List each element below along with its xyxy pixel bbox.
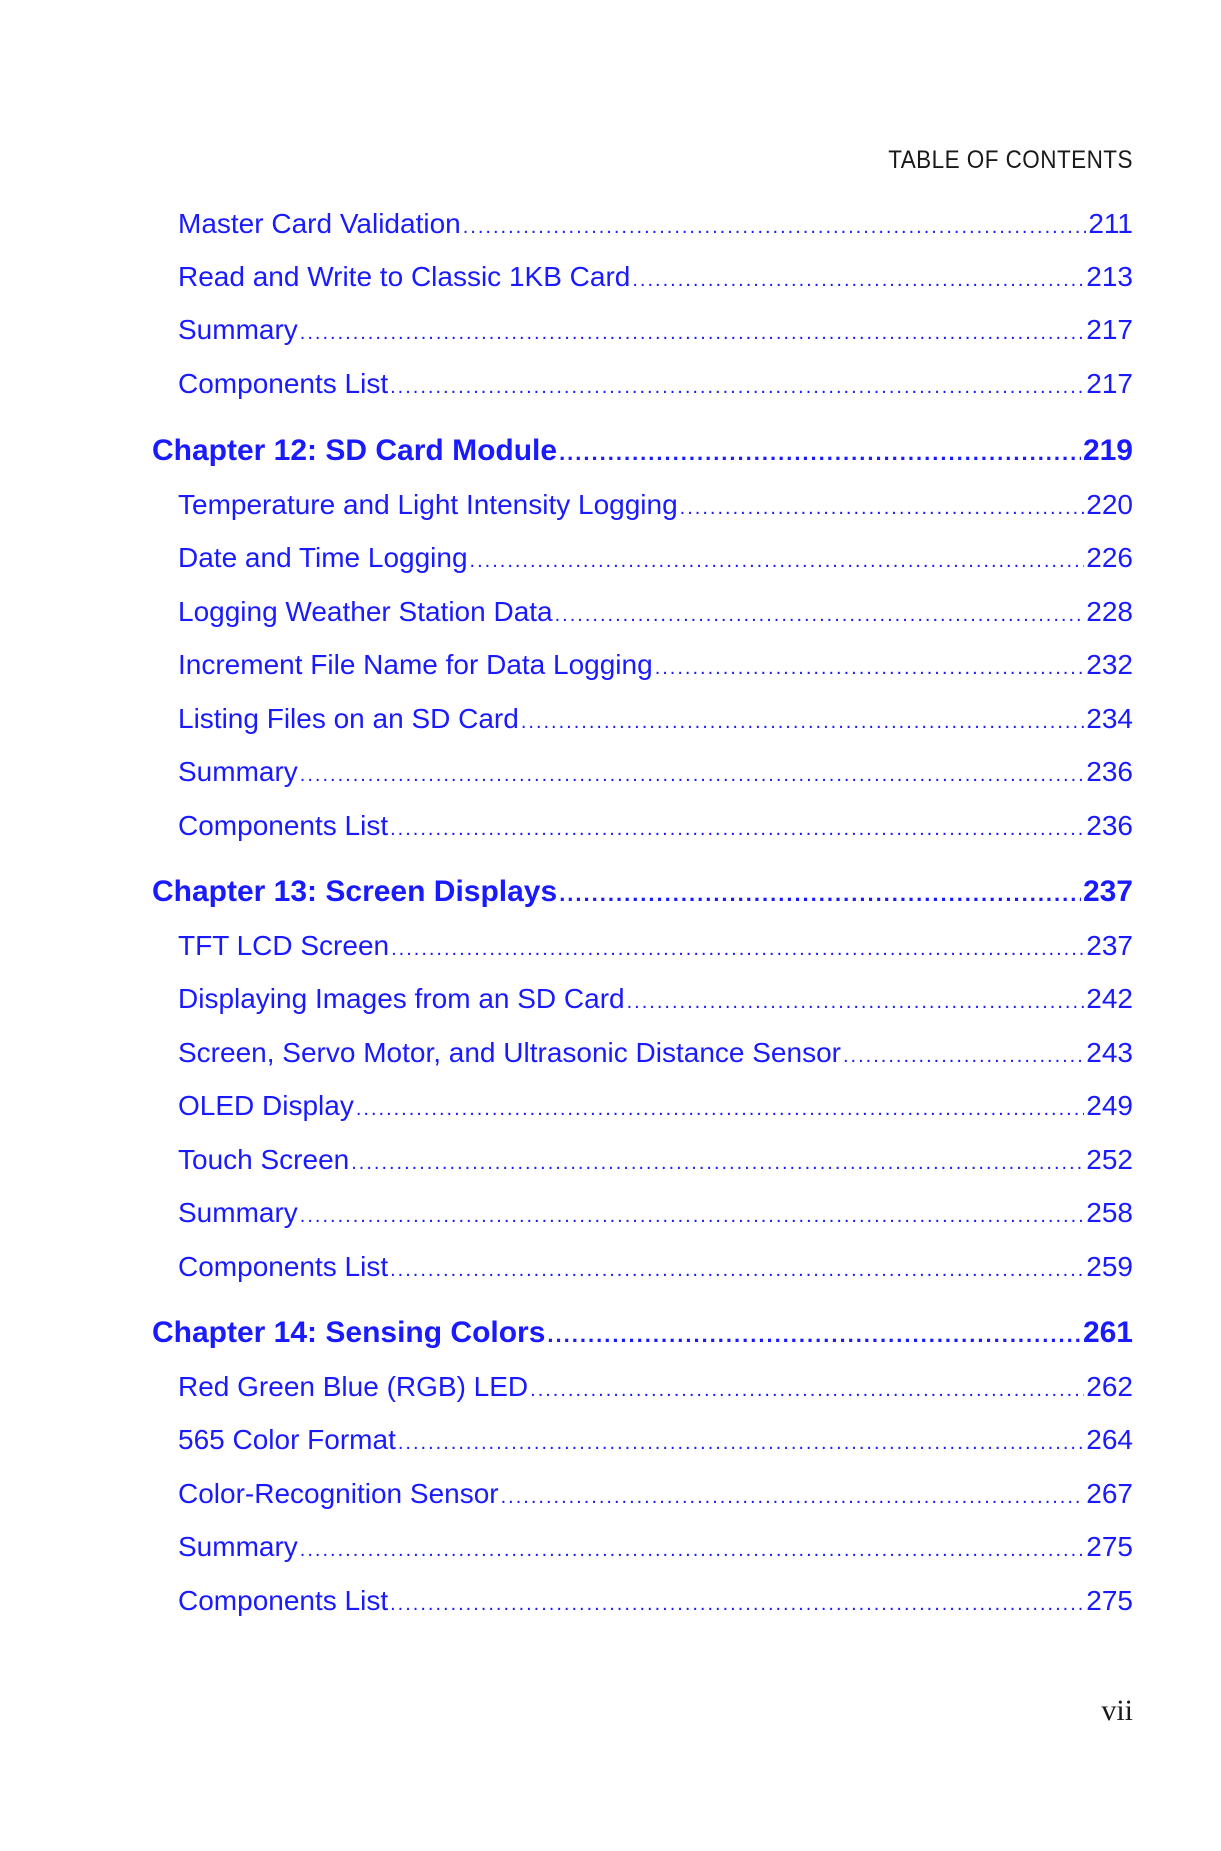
page-number: vii: [1101, 1694, 1133, 1727]
toc-entry[interactable]: [178, 810, 1133, 842]
toc-entry-page: 236: [1086, 756, 1133, 787]
toc-entry[interactable]: [178, 756, 1133, 788]
toc-entry[interactable]: [178, 1144, 1133, 1176]
toc-chapter[interactable]: [152, 434, 1133, 468]
toc-entry-title: Color-Recognition Sensor: [178, 1478, 499, 1509]
toc-entry[interactable]: [178, 596, 1133, 628]
dot-leader: [843, 1045, 1084, 1068]
toc-entry-page: 237: [1086, 930, 1133, 961]
toc-entry-title: Date and Time Logging: [178, 542, 468, 573]
dot-leader: [390, 1593, 1084, 1616]
toc-entry-page: 258: [1086, 1197, 1133, 1228]
toc-entry-title: Components List: [178, 368, 389, 399]
dot-leader: [356, 1098, 1084, 1121]
toc-entry-title: Temperature and Light Intensity Logging: [178, 489, 678, 520]
toc-entry-page: 211: [1088, 208, 1133, 239]
toc-entry-title: Read and Write to Classic 1KB Card: [178, 261, 631, 292]
toc-entry-title: OLED Display: [178, 1090, 354, 1121]
toc-entry[interactable]: [178, 983, 1133, 1015]
toc-entry[interactable]: [178, 1478, 1133, 1510]
dot-leader: [390, 376, 1084, 399]
dot-leader: [501, 1486, 1085, 1509]
dot-leader: [547, 1322, 1081, 1348]
toc-entry[interactable]: [178, 368, 1133, 400]
dot-leader: [680, 497, 1085, 520]
toc-entry-page: 217: [1086, 314, 1133, 345]
toc-entry-page: 243: [1086, 1037, 1133, 1068]
toc-entry-title: Red Green Blue (RGB) LED: [178, 1371, 529, 1402]
dot-leader: [655, 657, 1085, 680]
toc-entry[interactable]: [178, 703, 1133, 735]
dot-leader: [559, 881, 1081, 907]
dot-leader: [300, 1539, 1084, 1562]
toc-entry[interactable]: [178, 1090, 1133, 1122]
dot-leader: [300, 764, 1084, 787]
toc-entry-page: 249: [1086, 1090, 1133, 1121]
toc-entry-page: 275: [1086, 1531, 1133, 1562]
toc-entry-title: Components List: [178, 810, 389, 841]
toc-entry-title: Logging Weather Station Data: [178, 596, 553, 627]
toc-entry[interactable]: [178, 649, 1133, 681]
toc-entry-page: 228: [1086, 596, 1133, 627]
toc-entry-page: 264: [1086, 1424, 1133, 1455]
toc-entry-title: Components List: [178, 1585, 389, 1616]
toc-entry-page: 252: [1086, 1144, 1133, 1175]
toc-entry-page: 234: [1086, 703, 1133, 734]
dot-leader: [559, 440, 1081, 466]
dot-leader: [351, 1152, 1084, 1175]
dot-leader: [300, 322, 1084, 345]
toc-entry-page: 232: [1086, 649, 1133, 680]
toc-entry[interactable]: [178, 930, 1133, 962]
toc-entry-title: Summary: [178, 314, 298, 345]
dot-leader: [555, 604, 1085, 627]
toc-entry[interactable]: [178, 542, 1133, 574]
toc-entry-title: Summary: [178, 1531, 298, 1562]
toc-chapter-title: Chapter 14: Sensing Colors: [152, 1316, 546, 1349]
toc-entry-title: Components List: [178, 1251, 389, 1282]
toc-entry-title: 565 Color Format: [178, 1424, 396, 1455]
toc-entry-page: 213: [1086, 261, 1133, 292]
toc-entry[interactable]: [178, 1197, 1133, 1229]
toc-entry-title: Displaying Images from an SD Card: [178, 983, 625, 1014]
dot-leader: [390, 1259, 1084, 1282]
toc-entry-title: Listing Files on an SD Card: [178, 703, 519, 734]
toc-chapter-title: Chapter 12: SD Card Module: [152, 434, 558, 467]
toc-entry-title: Master Card Validation: [178, 208, 461, 239]
toc-entry[interactable]: [178, 489, 1133, 521]
toc-entry-page: 236: [1086, 810, 1133, 841]
toc-entry[interactable]: [178, 1424, 1133, 1456]
toc-entry-page: 267: [1086, 1478, 1133, 1509]
toc-entry-page: 217: [1086, 368, 1133, 399]
toc-chapter[interactable]: [152, 875, 1133, 909]
dot-leader: [390, 818, 1084, 841]
toc-entry[interactable]: [178, 1371, 1133, 1403]
toc-entry-page: 220: [1086, 489, 1133, 520]
dot-leader: [627, 991, 1085, 1014]
toc-entry[interactable]: [178, 208, 1133, 240]
toc-entry-page: 275: [1086, 1585, 1133, 1616]
toc-entry-page: 262: [1086, 1371, 1133, 1402]
dot-leader: [391, 938, 1084, 961]
toc-chapter-page: 237: [1082, 875, 1133, 908]
toc-entry[interactable]: [178, 261, 1133, 293]
toc-entry-page: 259: [1086, 1251, 1133, 1282]
toc-entry-title: Increment File Name for Data Logging: [178, 649, 653, 680]
toc-entry[interactable]: [178, 314, 1133, 346]
toc-entry-page: 242: [1086, 983, 1133, 1014]
dot-leader: [530, 1379, 1084, 1402]
toc-chapter-title: Chapter 13: Screen Displays: [152, 875, 558, 908]
running-header: TABLE OF CONTENTS: [888, 146, 1133, 174]
dot-leader: [521, 711, 1084, 734]
toc-entry[interactable]: [178, 1251, 1133, 1283]
toc-entry[interactable]: [178, 1585, 1133, 1617]
toc-entry-title: TFT LCD Screen: [178, 930, 390, 961]
toc-entry-title: Screen, Servo Motor, and Ultrasonic Distance Sensor: [178, 1037, 841, 1068]
dot-leader: [470, 550, 1085, 573]
toc-entry-title: Summary: [178, 1197, 298, 1228]
dot-leader: [300, 1205, 1084, 1228]
toc-entry-page: 226: [1086, 542, 1133, 573]
toc-entry-title: Summary: [178, 756, 298, 787]
dot-leader: [463, 216, 1087, 239]
toc-entry-title: Touch Screen: [178, 1144, 350, 1175]
toc-chapter-page: 219: [1082, 434, 1133, 467]
toc-chapter[interactable]: [152, 1316, 1133, 1350]
toc-entry[interactable]: [178, 1531, 1133, 1563]
toc-entry[interactable]: [178, 1037, 1133, 1069]
dot-leader: [398, 1432, 1084, 1455]
dot-leader: [632, 269, 1084, 292]
toc-chapter-page: 261: [1082, 1316, 1133, 1349]
